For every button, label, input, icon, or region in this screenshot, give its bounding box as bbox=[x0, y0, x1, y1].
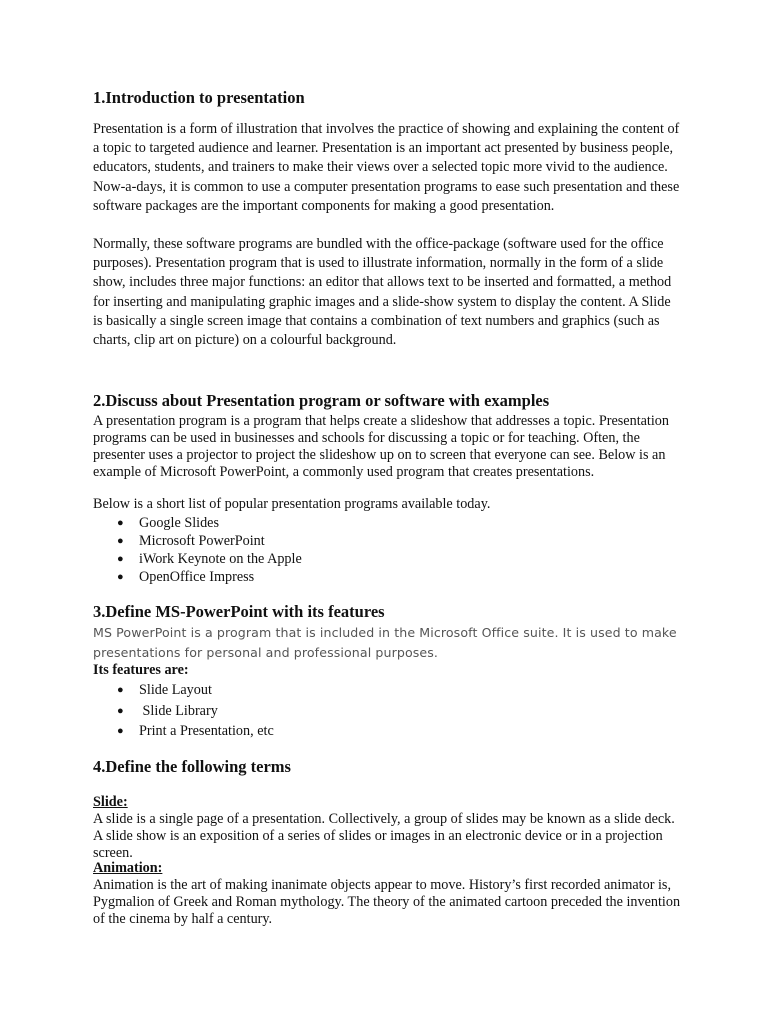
list-item: ● iWork Keynote on the Apple bbox=[117, 551, 302, 567]
section-1-paragraph-1: Presentation is a form of illustration that involves the practice of showing and explaining the content of a topic to targeted audience and learner. Presentation is an important act presented by business people, educators, students, and trainers to make their views over a selected topic more vivid to the audience. Now-a-days, it is common to use a computer presentation programs to ease such presentation and these software packages are the important components for making a good presentation. bbox=[93, 121, 680, 214]
list-item: ● OpenOffice Impress bbox=[117, 569, 255, 585]
section-2-heading: 2.Discuss about Presentation program or software with examples bbox=[93, 391, 550, 410]
section-4-heading: 4.Define the following terms bbox=[93, 757, 291, 776]
features-label: Its features are: bbox=[93, 662, 189, 678]
bullet-icon: ● bbox=[117, 725, 124, 737]
section-1-paragraph-2: Normally, these software programs are bundled with the office-package (software used for the office purposes). Presentation program that is used to illustrate information, normally in the form of a slide show, includes three major functions: an editor that allows text to be inserted and formatted, a method for inserting and manipulating graphic images and a slide-show system to display the content. A Slide is basically a single screen image that contains a combination of text numbers and graphics (such as charts, clip art on picture) on a colourful background. bbox=[93, 236, 672, 349]
list-item: ● Slide Layout bbox=[93, 680, 274, 701]
bullet-icon: ● bbox=[117, 704, 124, 717]
section-2-list-intro: Below is a short list of popular presentation programs available today. bbox=[93, 496, 491, 512]
section-3-heading: 3.Define MS-PowerPoint with its features bbox=[93, 602, 385, 621]
bullet-icon: ● bbox=[117, 553, 124, 565]
term-animation-definition: Animation is the art of making inanimate objects appear to move. History’s first recorded animator is, Pygmalion of Greek and Roman mythology. The theory of the animated cartoon preceded the invention of the cinema by half a century. bbox=[93, 877, 681, 927]
term-slide-label: Slide: bbox=[93, 794, 128, 810]
bullet-icon: ● bbox=[117, 535, 124, 547]
list-item: ● Print a Presentation, etc bbox=[93, 721, 274, 742]
bullet-icon: ● bbox=[117, 517, 124, 529]
list-item: ● Microsoft PowerPoint bbox=[117, 533, 265, 549]
section-3-paragraph: MS PowerPoint is a program that is included in the Microsoft Office suite. It is used to make presentations for personal and professional purposes. bbox=[93, 625, 677, 660]
features-list bbox=[93, 680, 274, 742]
term-slide-block bbox=[93, 794, 683, 862]
bullet-icon: ● bbox=[117, 571, 124, 583]
list-item: ● Slide Library bbox=[93, 701, 274, 722]
term-animation-block bbox=[93, 860, 683, 928]
list-item: ● Google Slides bbox=[117, 515, 219, 531]
bullet-icon: ● bbox=[117, 684, 124, 696]
section-1-heading: 1.Introduction to presentation bbox=[93, 88, 305, 107]
term-slide-definition: A slide is a single page of a presentation. Collectively, a group of slides may be known as a slide deck. A slide show is an exposition of a series of slides or images in an electronic device or in a projection screen. bbox=[93, 811, 675, 861]
section-2-paragraph: A presentation program is a program that helps create a slideshow that addresses a topic. Presentation programs can be used in businesses and schools for discussing a topic or for teaching. Often, the presenter uses a projector to project the slideshow up on to screen that everyone can see. Below is an example of Microsoft PowerPoint, a commonly used program that creates presentations. bbox=[93, 413, 669, 480]
term-animation-label: Animation: bbox=[93, 860, 163, 876]
presentation-programs-list bbox=[93, 514, 302, 586]
